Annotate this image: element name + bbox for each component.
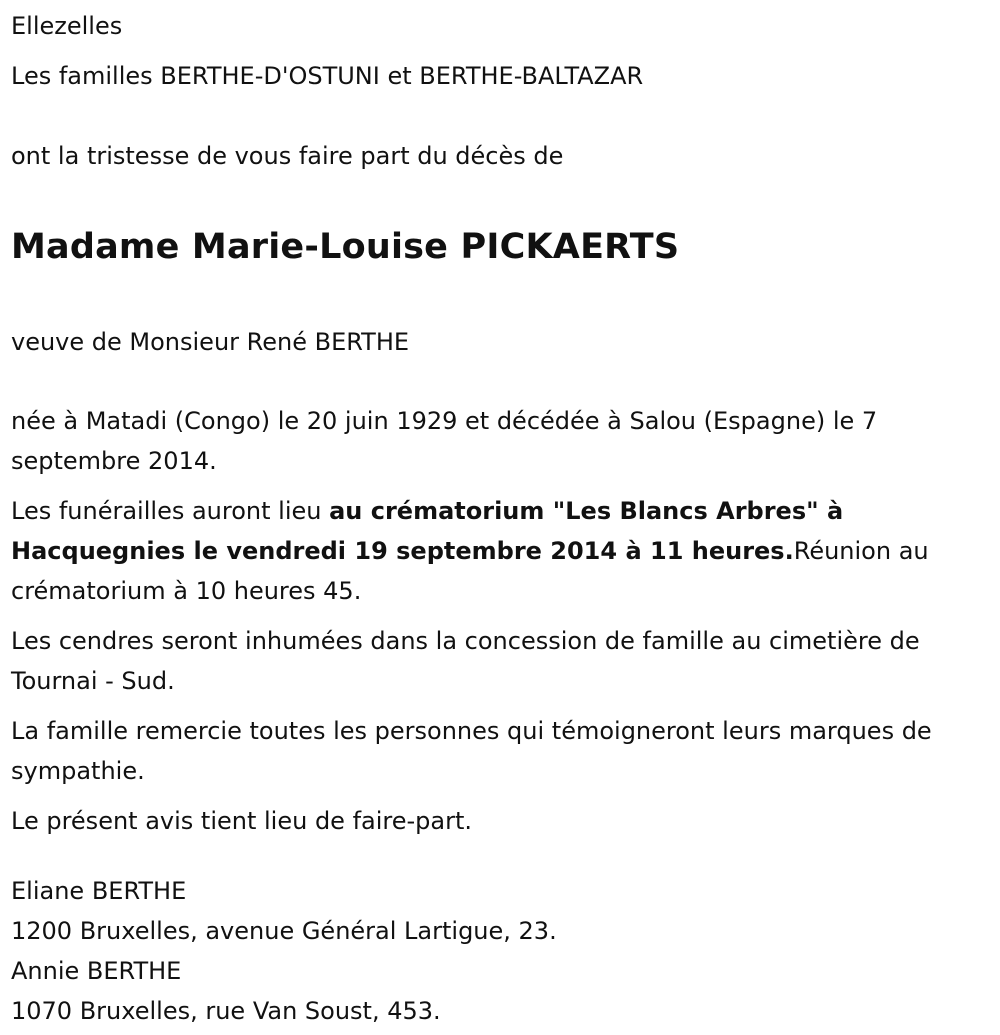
contact-address: 1070 Bruxelles, rue Van Soust, 453. — [11, 997, 441, 1025]
contact-name: Annie BERTHE — [11, 957, 182, 985]
notice-ashes: Les cendres seront inhumées dans la concession de famille au cimetière de Tournai - Sud. — [11, 627, 920, 695]
notice-birth-death: née à Matadi (Congo) le 20 juin 1929 et décédée à Salou (Espagne) le 7 septembre 2014. — [11, 407, 878, 475]
notice-funeral — [11, 491, 986, 611]
notice-families: Les familles BERTHE-D'OSTUNI et BERTHE-BALTAZAR — [11, 62, 644, 90]
spacer — [11, 96, 986, 136]
contact-address: 1200 Bruxelles, avenue Général Lartigue, 23. — [11, 917, 557, 945]
notice-thanks: La famille remercie toutes les personnes qui témoigneront leurs marques de sympathie. — [11, 717, 932, 785]
contact-list — [11, 871, 986, 1031]
notice-spouse: veuve de Monsieur René BERTHE — [11, 328, 410, 356]
spacer — [11, 841, 986, 871]
funeral-meeting: Réunion au crématorium à 10 heures 45. — [11, 537, 929, 605]
notice-note: Le présent avis tient lieu de faire-part. — [11, 807, 473, 835]
spacer — [11, 362, 986, 401]
notice-location: Ellezelles — [11, 12, 123, 40]
death-notice — [11, 6, 986, 1031]
funeral-intro: Les funérailles auront lieu — [11, 497, 330, 525]
notice-announcement: ont la tristesse de vous faire part du décès de — [11, 142, 564, 170]
funeral-details: au crématorium "Les Blancs Arbres" à Hacquegnies le vendredi 19 septembre 2014 à 11 heures. — [11, 497, 844, 565]
contact-name: Eliane BERTHE — [11, 877, 187, 905]
deceased-name: Madame Marie-Louise PICKAERTS — [11, 227, 680, 267]
